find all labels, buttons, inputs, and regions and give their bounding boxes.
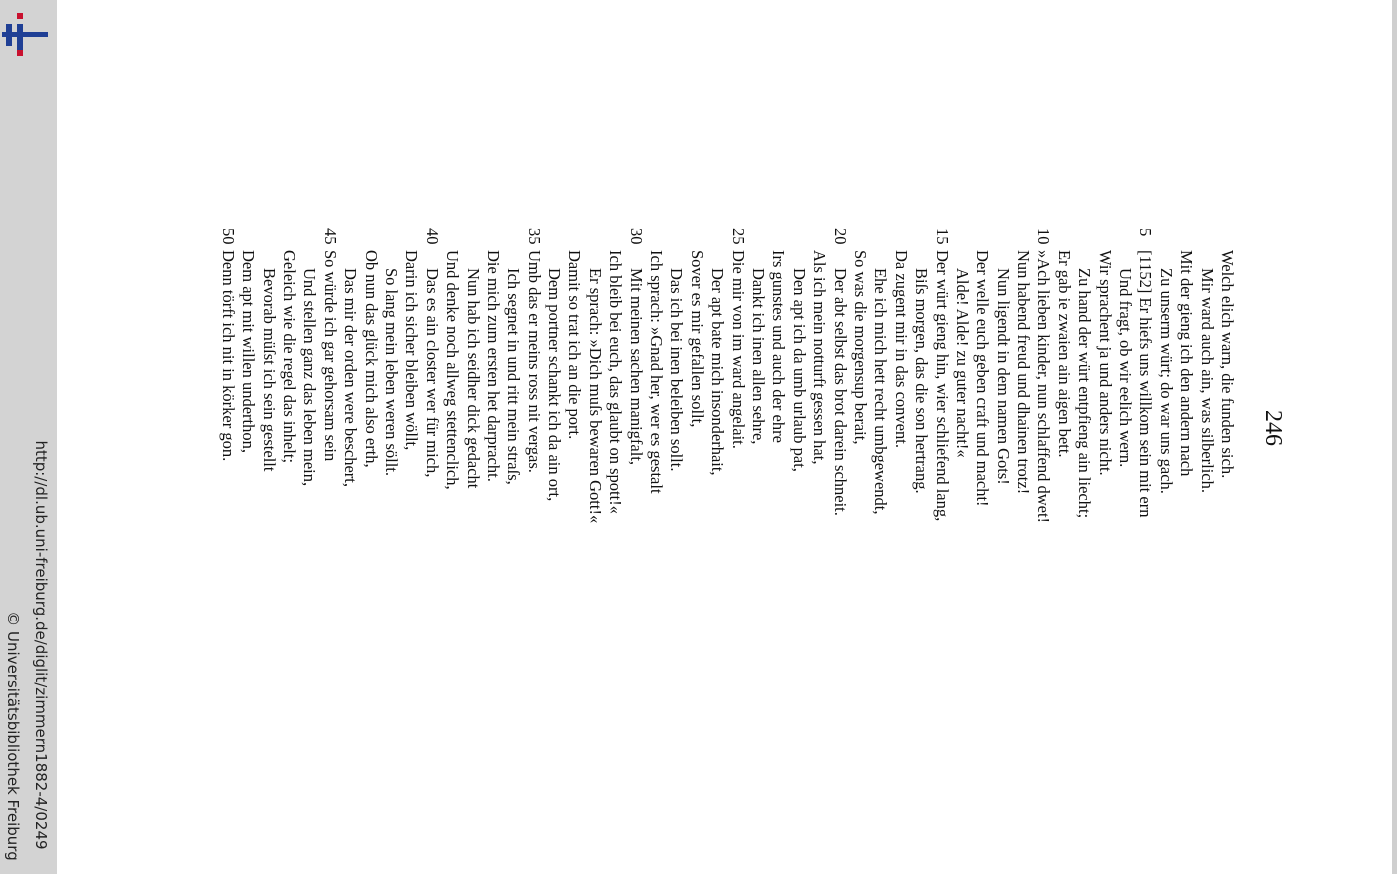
line-text: Das ich bei inen beleiben sollt. <box>667 268 687 472</box>
line-text: Ob nun das glück mich also erth, <box>361 250 381 468</box>
line-text: So was die morgensup berait, <box>850 250 870 445</box>
line-text: Damit so trat ich an die port. <box>565 250 585 440</box>
poem-line <box>217 228 237 628</box>
line-number: 35 <box>524 228 544 245</box>
line-number: 45 <box>320 228 340 245</box>
poem-line <box>707 228 727 628</box>
line-number: 5 <box>1136 228 1156 237</box>
poem-line <box>727 228 747 628</box>
poem-line <box>544 228 564 628</box>
poem-line <box>850 228 870 628</box>
line-text: Ich bleib bei euch, das glaubt on spott!« <box>606 250 626 514</box>
line-text: Der würt gieng hin, wier schliefend lang, <box>932 250 952 522</box>
line-number: 25 <box>728 228 748 245</box>
poem-line <box>1196 228 1216 628</box>
poem-line <box>564 228 584 628</box>
line-text: Und stellen ganz das leben mein, <box>300 268 320 487</box>
poem-line <box>972 228 992 628</box>
scrollbar[interactable] <box>1392 0 1397 874</box>
poem-line <box>952 228 972 628</box>
copyright-notice: © Universitätsbibliothek Freiburg <box>4 611 22 861</box>
poem-line <box>258 228 278 628</box>
page-number: 246 <box>1260 410 1286 446</box>
line-number: 30 <box>626 228 646 245</box>
poem-line <box>1115 228 1135 628</box>
poem-line <box>299 228 319 628</box>
poem-line <box>401 228 421 628</box>
poem-line <box>1033 228 1053 628</box>
line-text: Als ich mein notturft gessen hat, <box>810 250 830 465</box>
poem-line <box>340 228 360 628</box>
poem-line <box>585 228 605 628</box>
line-text: Umb das er meins ross nit vergas. <box>524 250 544 473</box>
line-text: Dem apt mit willen underthon, <box>239 250 259 454</box>
line-number: 10 <box>1034 228 1054 245</box>
line-text: Irs gunstes und auch der ehre <box>769 250 789 443</box>
line-text: Biſs morgen, das die son hertrang. <box>912 268 932 494</box>
line-text: Ich sprach: »Gnad her, wer es gestalt <box>647 250 667 494</box>
line-text: Ich segnet in und ritt mein straſs, <box>504 268 524 485</box>
line-text: Der apt bate mich insonderhait, <box>708 268 728 476</box>
line-text: Mit der gieng ich den andern nach <box>1177 250 1197 477</box>
poem-line <box>809 228 829 628</box>
poem-line <box>462 228 482 628</box>
line-text: Die mir von im ward angelait. <box>728 250 748 449</box>
line-text: Denn törft ich nit in körker gon. <box>218 250 238 462</box>
poem-line <box>1135 228 1155 628</box>
poem-line <box>748 228 768 628</box>
line-text: Das mir der orden were beschert, <box>341 268 361 487</box>
line-text: Ehe ich mich hett recht umbgewendt, <box>871 268 891 515</box>
line-text: Der welle euch geben craft und macht! <box>973 250 993 507</box>
line-text: Mir ward auch ain, was silberlich. <box>1197 268 1217 493</box>
poem-line <box>360 228 380 628</box>
poem-line <box>319 228 339 628</box>
poem-line <box>788 228 808 628</box>
poem-line <box>605 228 625 628</box>
poem-line <box>931 228 951 628</box>
poem-line <box>381 228 401 628</box>
poem-line <box>992 228 1012 628</box>
poem-line <box>911 228 931 628</box>
poem-line <box>1155 228 1175 628</box>
poem-line <box>523 228 543 628</box>
poem-line <box>1074 228 1094 628</box>
line-text: Das es ain closter wer für mich, <box>422 268 442 478</box>
line-text: Er gab ie zwaien ain aigen bett. <box>1054 250 1074 458</box>
poem-line <box>1176 228 1196 628</box>
line-text: Der abt selbst das brot darein schneit. <box>830 268 850 516</box>
line-text: Wir sprachent ja und anders nicht. <box>1095 250 1115 476</box>
line-text: Dem portner schankt ich da ain ort, <box>545 268 565 502</box>
line-text: So lang mein leben weren söllt. <box>381 268 401 477</box>
line-text: Den apt ich da umb urlaub pat, <box>789 268 809 472</box>
line-text: »Ach lieben kinder, nun schlaffend dwet! <box>1034 250 1054 524</box>
line-text: Nun hab ich seidher dick gedacht <box>463 268 483 489</box>
poem-line <box>1013 228 1033 628</box>
line-text: Zu hand der würt entpfieng ain liecht; <box>1075 268 1095 519</box>
line-number: 20 <box>830 228 850 245</box>
line-text: Und denke noch allweg stettenclich, <box>443 250 463 490</box>
poem-line <box>238 228 258 628</box>
line-text: Welch elich warn, die funden sich. <box>1218 250 1237 479</box>
line-text: Sover es mir gefallen sollt, <box>687 250 707 428</box>
line-text: Zu unserm würt; do war uns gach. <box>1156 268 1176 494</box>
line-text: Und fragt, ob wir eelich wern. <box>1116 268 1136 468</box>
line-number: 40 <box>422 228 442 245</box>
line-text: Mit meinen sachen manigfalt, <box>626 268 646 466</box>
poem-line <box>829 228 849 628</box>
poem-line <box>870 228 890 628</box>
line-text: Er sprach: »Dich muſs bewaren Gott!« <box>585 268 605 524</box>
line-text: Bevorab müſst ich sein gestellt <box>259 268 279 472</box>
line-text: Die mich zum ersten het darpracht. <box>483 250 503 482</box>
line-number: 15 <box>932 228 952 245</box>
poem-line <box>625 228 645 628</box>
poem-text <box>217 228 1237 628</box>
line-text: Da zugent mir in das convent. <box>891 250 911 448</box>
line-number: 50 <box>218 228 238 245</box>
scanned-page <box>195 228 1285 628</box>
poem-line <box>646 228 666 628</box>
line-text: Darin ich sicher bleiben wöllt, <box>402 250 422 451</box>
poem-line <box>442 228 462 628</box>
poem-line <box>1053 228 1073 628</box>
ub-freiburg-logo-icon[interactable] <box>2 10 48 56</box>
poem-line <box>1094 228 1114 628</box>
poem-line <box>666 228 686 628</box>
sidebar <box>0 0 57 874</box>
line-text: Dankt ich inen allen sehre, <box>749 268 769 445</box>
poem-line <box>890 228 910 628</box>
line-text: Nun ligendt in dem namen Gots! <box>993 268 1013 485</box>
line-text: Nun habend freud und dhainen trotz! <box>1014 250 1034 495</box>
line-text: Alde! Alde! zu guter nacht!« <box>952 268 972 458</box>
poem-line <box>1217 228 1237 628</box>
line-text: Geleich wie die regel das inhelt; <box>280 250 300 464</box>
poem-line <box>421 228 441 628</box>
line-text: [1152] Er hiefs uns willkom sein mit ern <box>1136 250 1156 518</box>
poem-line <box>768 228 788 628</box>
poem-line <box>503 228 523 628</box>
poem-line <box>483 228 503 628</box>
permalink-url[interactable]: http://dl.ub.uni-freiburg.de/diglit/zimmern1882-4/0249 <box>32 440 50 850</box>
poem-line <box>279 228 299 628</box>
poem-line <box>686 228 706 628</box>
line-text: So würde ich gar gehorsam sein <box>320 250 340 462</box>
